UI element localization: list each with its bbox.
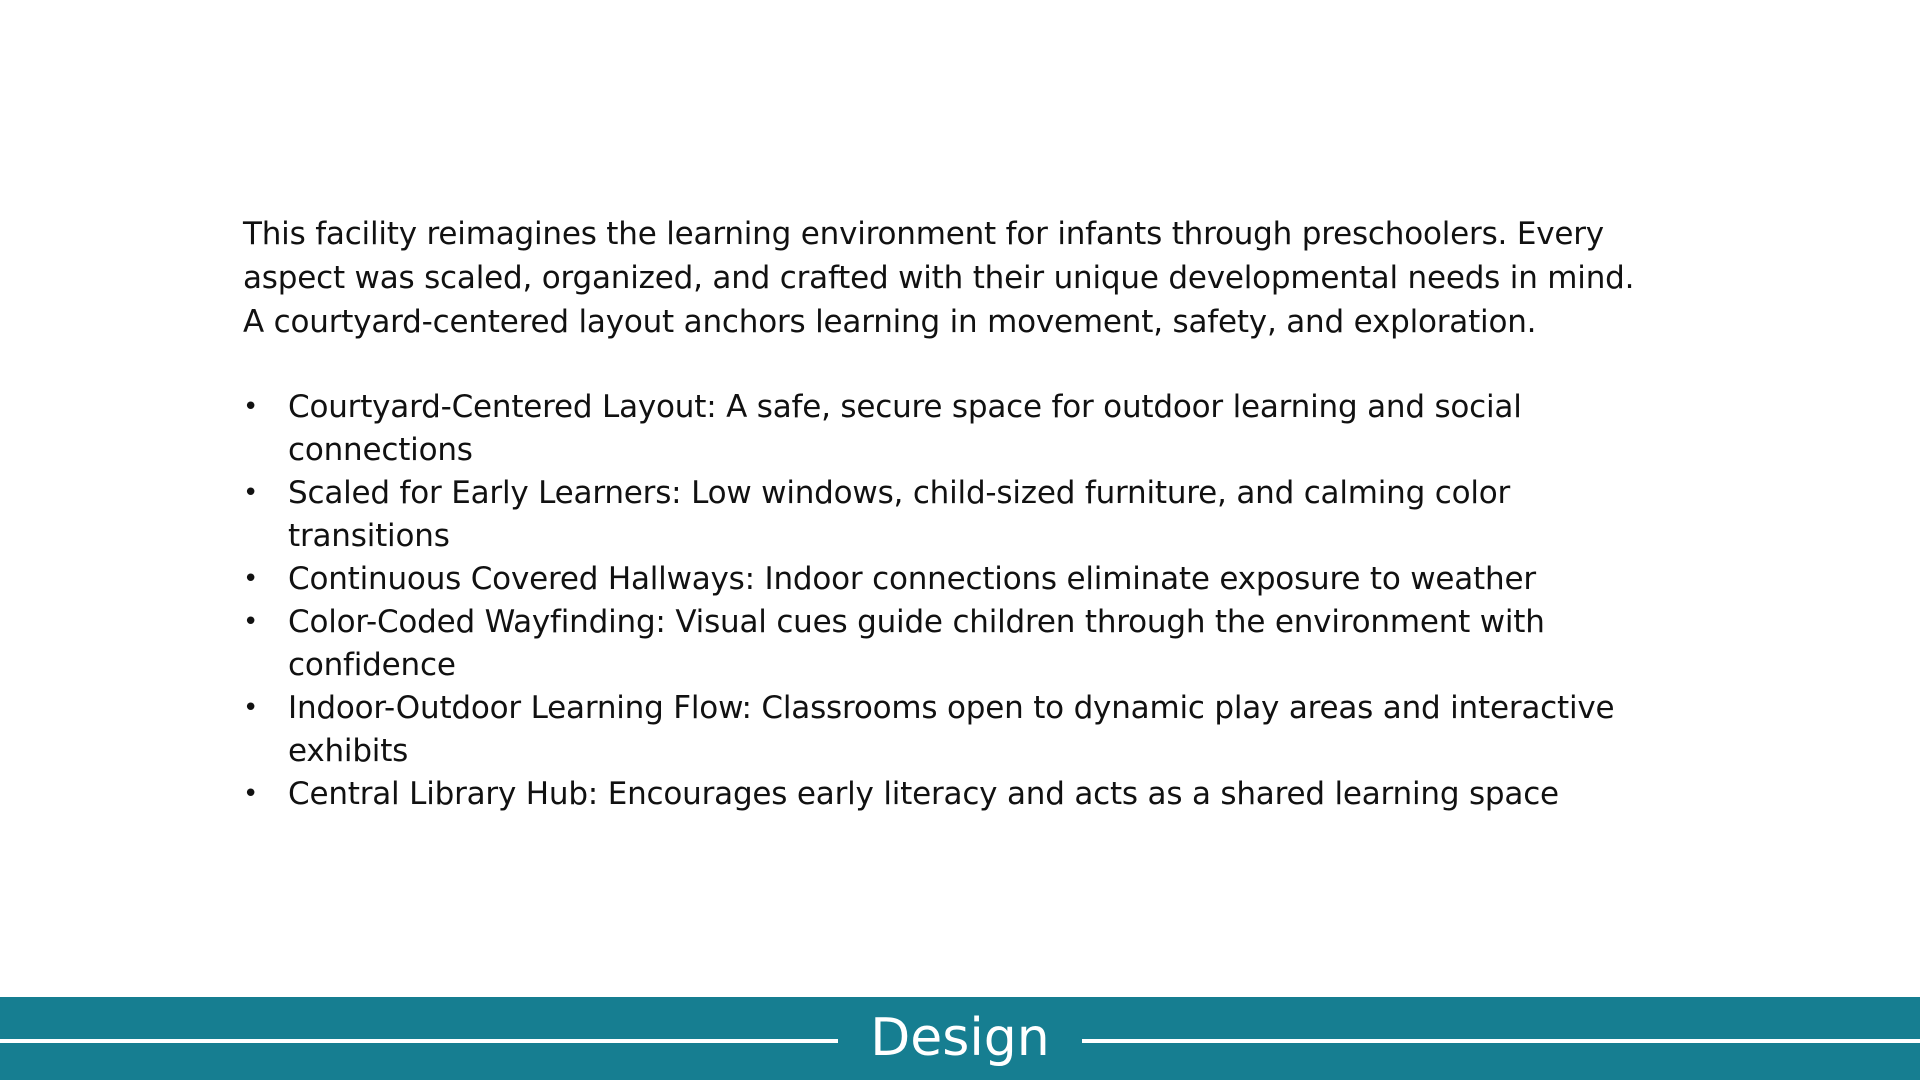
list-item-text: Scaled for Early Learners: Low windows, child-sized furniture, and calming color transitions (288, 475, 1511, 554)
list-item-text: Color-Coded Wayfinding: Visual cues guide children through the environment with confidence (288, 604, 1545, 683)
section-title: Design (870, 1008, 1050, 1068)
footer-divider-left (0, 1039, 838, 1043)
feature-list (243, 386, 1723, 816)
intro-line: aspect was scaled, organized, and crafted with their unique developmental needs in mind. (243, 260, 1635, 296)
list-item (243, 601, 1648, 687)
content-area (243, 212, 1723, 816)
list-item (243, 773, 1648, 816)
list-item-text: Courtyard-Centered Layout: A safe, secure space for outdoor learning and social connections (288, 389, 1522, 468)
bullet-icon: • (243, 564, 259, 594)
list-item (243, 558, 1648, 601)
bullet-icon: • (243, 607, 259, 637)
intro-line: This facility reimagines the learning environment for infants through preschoolers. Every (243, 216, 1604, 252)
intro-line: A courtyard-centered layout anchors learning in movement, safety, and exploration. (243, 304, 1537, 340)
list-item (243, 687, 1648, 773)
list-item-text: Continuous Covered Hallways: Indoor connections eliminate exposure to weather (288, 561, 1536, 597)
footer-bar (0, 997, 1920, 1080)
list-item-text: Central Library Hub: Encourages early literacy and acts as a shared learning space (288, 776, 1559, 812)
bullet-icon: • (243, 779, 259, 809)
footer-divider-right (1082, 1039, 1920, 1043)
bullet-icon: • (243, 392, 259, 422)
list-item-text: Indoor-Outdoor Learning Flow: Classrooms open to dynamic play areas and interactive exhibits (288, 690, 1615, 769)
bullet-icon: • (243, 478, 259, 508)
list-item (243, 386, 1648, 472)
intro-paragraph (243, 212, 1723, 344)
list-item (243, 472, 1648, 558)
bullet-icon: • (243, 693, 259, 723)
